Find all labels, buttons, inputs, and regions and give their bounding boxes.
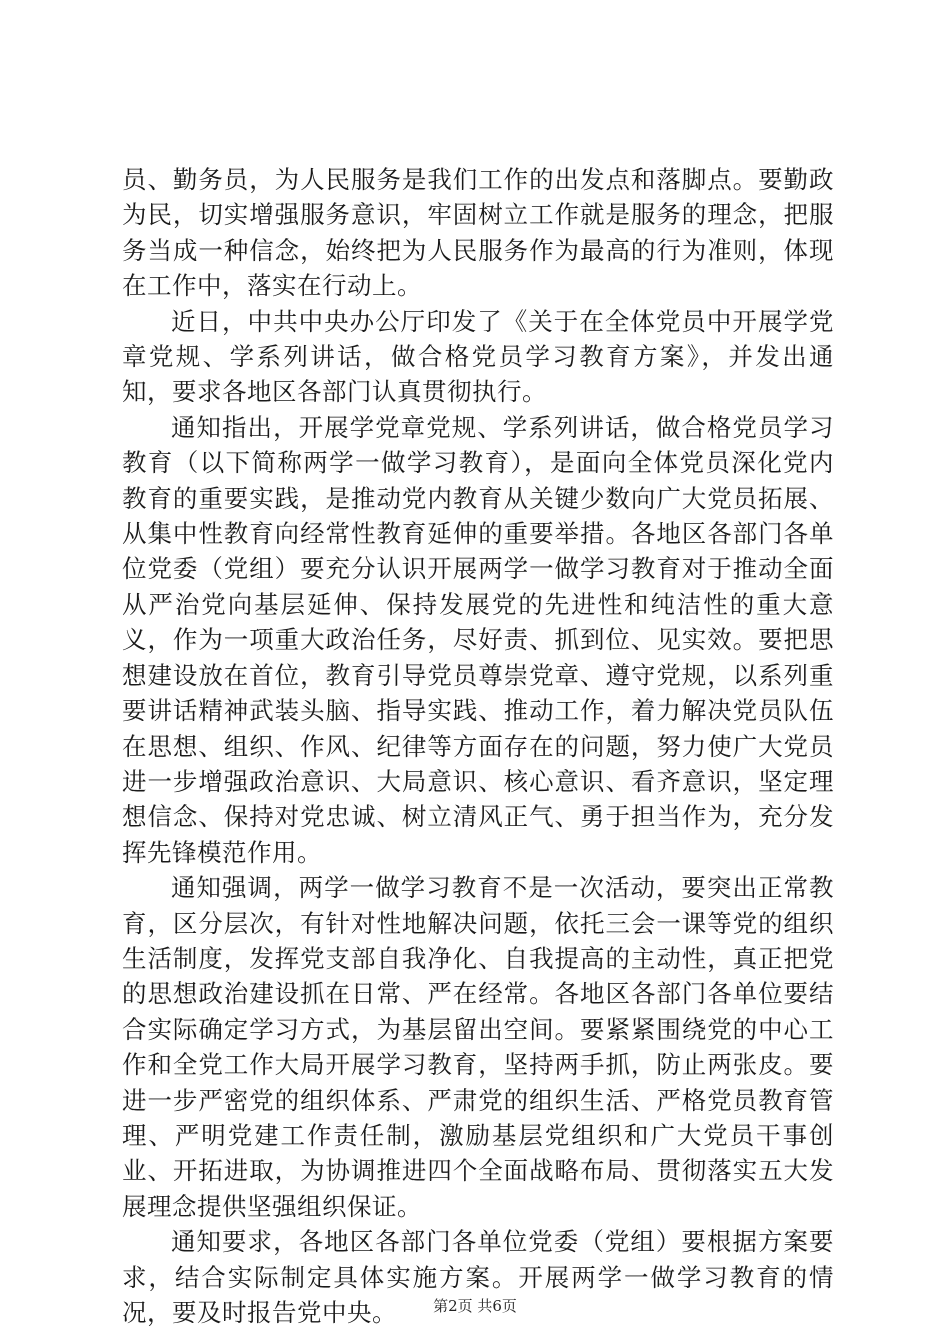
paragraph-notice-requires: 通知要求，各地区各部门各单位党委（党组）要根据方案要求，结合实际制定具体实施方案。开展两学一做学习教育的情况，要及时报告党中央。 (122, 1227, 834, 1327)
paragraph-notice-emphasizes: 通知强调，两学一做学习教育不是一次活动，要突出正常教育，区分层次，有针对性地解决问题，依托三会一课等党的组织生活制度，发挥党支部自我净化、自我提高的主动性，真正把党的思想政治建设抓在日常、严在经常。各地区各部门各单位要结合实际确定学习方式，为基层留出空间。要紧紧围绕党的中心工作和全党工作大局开展学习教育，坚持两手抓，防止两张皮。要进一步严密党的组织体系、严肃党的组织生活、严格党员教育管理、严明党建工作责任制，激励基层党组织和广大党员干事创业、开拓进取，为协调推进四个全面战略布局、贯彻落实五大发展理念提供坚强组织保证。 (122, 873, 834, 1221)
document-body (122, 162, 834, 1330)
paragraph-continuation: 员、勤务员，为人民服务是我们工作的出发点和落脚点。要勤政为民，切实增强服务意识，牢固树立工作就是服务的理念，把服务当成一种信念，始终把为人民服务作为最高的行为准则，体现在工作中，落实在行动上。 (122, 165, 834, 301)
paragraph-notice-issued: 近日，中共中央办公厅印发了《关于在全体党员中开展学党章党规、学系列讲话，做合格党员学习教育方案》，并发出通知，要求各地区各部门认真贯彻执行。 (122, 306, 834, 407)
page-number-footer: 第2页 共6页 (433, 1297, 517, 1315)
paragraph-notice-points-out: 通知指出，开展学党章党规、学系列讲话，做合格党员学习教育（以下简称两学一做学习教育），是面向全体党员深化党内教育的重要实践，是推动党内教育从关键少数向广大党员拓展、从集中性教育向经常性教育延伸的重要举措。各地区各部门各单位党委（党组）要充分认识开展两学一做学习教育对于推动全面从严治党向基层延伸、保持发展党的先进性和纯洁性的重大意义，作为一项重大政治任务，尽好责、抓到位、见实效。要把思想建设放在首位，教育引导党员尊崇党章、遵守党规，以系列重要讲话精神武装头脑、指导实践、推动工作，着力解决党员队伍在思想、组织、作风、纪律等方面存在的问题，努力使广大党员进一步增强政治意识、大局意识、核心意识、看齐意识，坚定理想信念、保持对党忠诚、树立清风正气、勇于担当作为，充分发挥先锋模范作用。 (122, 412, 834, 867)
